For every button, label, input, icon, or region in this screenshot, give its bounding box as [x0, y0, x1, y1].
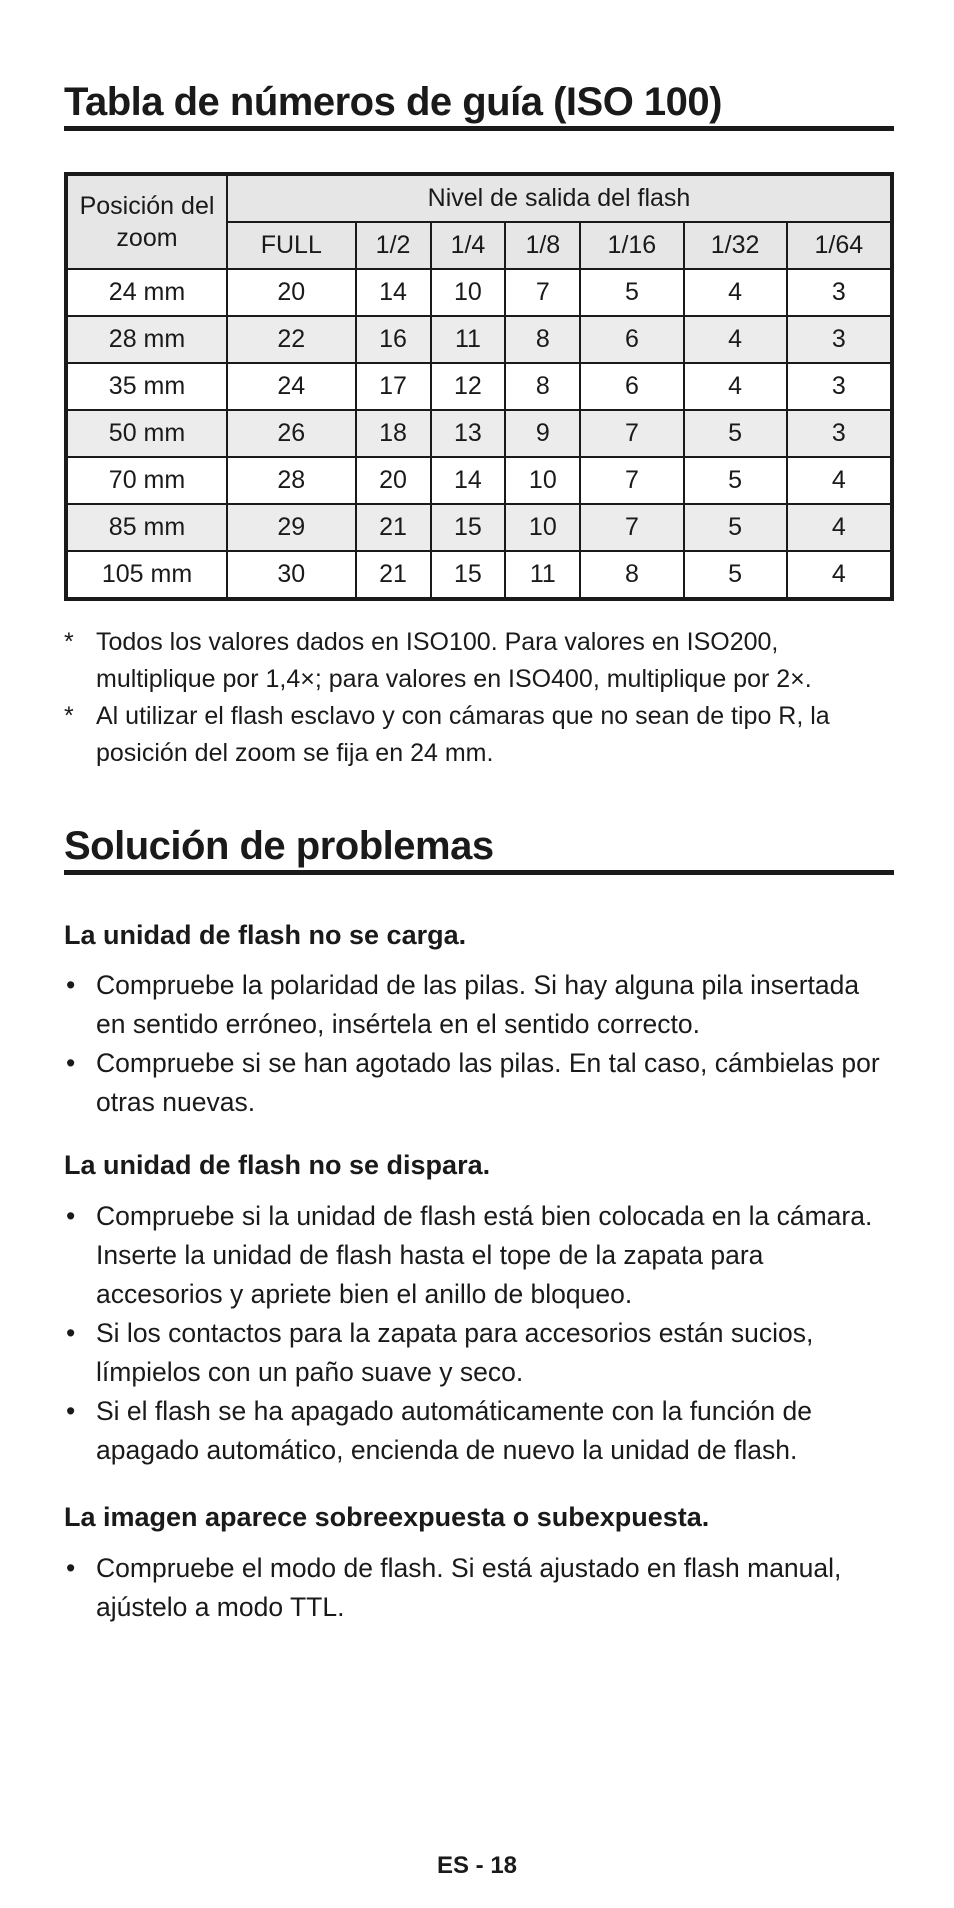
- list-item: [64, 1044, 894, 1122]
- list-item: [64, 1197, 894, 1314]
- guide-number-cell: 21: [356, 551, 431, 599]
- guide-number-cell: 8: [505, 363, 580, 410]
- guide-number-cell: 3: [787, 410, 892, 457]
- solution-list: [64, 1197, 894, 1470]
- zoom-cell: 28 mm: [66, 316, 227, 363]
- guide-number-cell: 28: [227, 457, 356, 504]
- bullet-icon: •: [66, 1396, 76, 1426]
- guide-number-cell: 7: [505, 269, 580, 316]
- zoom-cell: 85 mm: [66, 504, 227, 551]
- guide-number-cell: 4: [684, 269, 787, 316]
- guide-number-cell: 13: [431, 410, 506, 457]
- level-header: FULL: [227, 222, 356, 269]
- bullet-icon: •: [66, 1318, 76, 1348]
- zoom-cell: 35 mm: [66, 363, 227, 410]
- guide-number-cell: 16: [356, 316, 431, 363]
- bullet-icon: •: [66, 1553, 76, 1583]
- guide-number-cell: 5: [684, 457, 787, 504]
- table-row: [66, 269, 892, 316]
- guide-number-cell: 11: [505, 551, 580, 599]
- table-row: [66, 504, 892, 551]
- table-row: [66, 410, 892, 457]
- guide-number-cell: 6: [580, 363, 683, 410]
- zoom-column-header: Posición del zoom: [66, 174, 227, 269]
- guide-number-cell: 10: [505, 457, 580, 504]
- bullet-text: Compruebe el modo de flash. Si está ajustado en flash manual, ajústelo a modo TTL.: [96, 1553, 842, 1622]
- guide-number-cell: 14: [356, 269, 431, 316]
- guide-number-cell: 4: [684, 363, 787, 410]
- problem-heading: La unidad de flash no se carga.: [64, 920, 467, 950]
- guide-number-cell: 30: [227, 551, 356, 599]
- guide-number-cell: 21: [356, 504, 431, 551]
- guide-number-cell: 4: [787, 457, 892, 504]
- guide-number-cell: 15: [431, 551, 506, 599]
- guide-number-cell: 7: [580, 457, 683, 504]
- table-row: [66, 316, 892, 363]
- zoom-cell: 70 mm: [66, 457, 227, 504]
- note-text: Al utilizar el flash esclavo y con cámaras que no sean de tipo R, la posición del zoom se fija en 24 mm.: [96, 702, 830, 767]
- guide-number-table: [64, 172, 894, 601]
- guide-number-cell: 18: [356, 410, 431, 457]
- guide-number-cell: 22: [227, 316, 356, 363]
- guide-number-cell: 3: [787, 316, 892, 363]
- guide-number-cell: 26: [227, 410, 356, 457]
- bullet-icon: •: [66, 1201, 76, 1231]
- list-item: [64, 1549, 894, 1627]
- note-item: [64, 624, 894, 698]
- guide-number-cell: 8: [580, 551, 683, 599]
- level-header: 1/4: [431, 222, 506, 269]
- guide-number-cell: 4: [787, 504, 892, 551]
- guide-number-cell: 20: [227, 269, 356, 316]
- bullet-text: Compruebe la polaridad de las pilas. Si hay alguna pila insertada en sentido erróneo, insértela en el sentido correcto.: [96, 970, 860, 1039]
- guide-number-cell: 17: [356, 363, 431, 410]
- level-header: 1/16: [580, 222, 683, 269]
- bullet-icon: •: [66, 1048, 76, 1078]
- table-row: [66, 551, 892, 599]
- guide-number-cell: 20: [356, 457, 431, 504]
- table-header-row: [66, 174, 892, 222]
- level-header: 1/32: [684, 222, 787, 269]
- guide-number-cell: 3: [787, 269, 892, 316]
- guide-number-cell: 10: [505, 504, 580, 551]
- guide-number-cell: 10: [431, 269, 506, 316]
- guide-number-cell: 6: [580, 316, 683, 363]
- problem-heading: La imagen aparece sobreexpuesta o subexpuesta.: [64, 1502, 710, 1532]
- guide-number-cell: 14: [431, 457, 506, 504]
- troubleshooting-title: Solución de problemas: [64, 824, 894, 875]
- guide-number-cell: 15: [431, 504, 506, 551]
- table-notes: [64, 624, 894, 772]
- guide-number-cell: 3: [787, 363, 892, 410]
- level-header: 1/8: [505, 222, 580, 269]
- bullet-text: Compruebe si la unidad de flash está bien colocada en la cámara. Inserte la unidad de flash hasta el tope de la zapata para accesorios y apriete bien el anillo de bloqueo.: [96, 1201, 873, 1309]
- guide-number-cell: 7: [580, 410, 683, 457]
- note-asterisk: *: [64, 628, 74, 656]
- guide-number-cell: 4: [684, 316, 787, 363]
- zoom-cell: 50 mm: [66, 410, 227, 457]
- note-asterisk: *: [64, 702, 74, 730]
- page-number: ES - 18: [436, 1852, 518, 1879]
- level-header: 1/64: [787, 222, 892, 269]
- zoom-cell: 24 mm: [66, 269, 227, 316]
- table-row: [66, 457, 892, 504]
- level-header: 1/2: [356, 222, 431, 269]
- guide-number-cell: 7: [580, 504, 683, 551]
- list-item: [64, 966, 894, 1044]
- bullet-text: Compruebe si se han agotado las pilas. En tal caso, cámbielas por otras nuevas.: [96, 1048, 880, 1117]
- guide-number-cell: 5: [684, 410, 787, 457]
- list-item: [64, 1314, 894, 1392]
- guide-number-cell: 8: [505, 316, 580, 363]
- guide-number-cell: 9: [505, 410, 580, 457]
- guide-number-cell: 5: [684, 504, 787, 551]
- table-body: [66, 269, 892, 599]
- guide-number-cell: 5: [684, 551, 787, 599]
- flash-output-header: Nivel de salida del flash: [227, 174, 892, 222]
- solution-list: [64, 1549, 894, 1627]
- list-item: [64, 1392, 894, 1470]
- table-row: [66, 363, 892, 410]
- guide-number-cell: 5: [580, 269, 683, 316]
- guide-number-cell: 24: [227, 363, 356, 410]
- problem-heading: La unidad de flash no se dispara.: [64, 1150, 491, 1180]
- guide-number-cell: 29: [227, 504, 356, 551]
- guide-number-cell: 4: [787, 551, 892, 599]
- solution-list: [64, 966, 894, 1122]
- guide-number-cell: 11: [431, 316, 506, 363]
- guide-table-title: Tabla de números de guía (ISO 100): [64, 80, 894, 131]
- zoom-cell: 105 mm: [66, 551, 227, 599]
- bullet-text: Si los contactos para la zapata para accesorios están sucios, límpielos con un paño suave y seco.: [96, 1318, 814, 1387]
- note-item: [64, 698, 894, 772]
- bullet-icon: •: [66, 970, 76, 1000]
- note-text: Todos los valores dados en ISO100. Para valores en ISO200, multiplique por 1,4×; para valores en ISO400, multiplique por 2×.: [96, 628, 812, 693]
- bullet-text: Si el flash se ha apagado automáticamente con la función de apagado automático, encienda de nuevo la unidad de flash.: [96, 1396, 812, 1465]
- guide-number-cell: 12: [431, 363, 506, 410]
